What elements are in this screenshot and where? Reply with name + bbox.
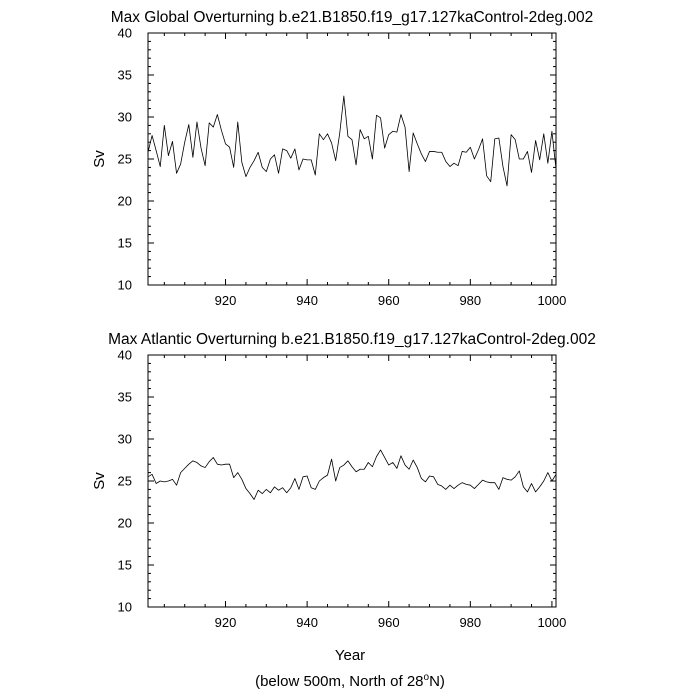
atlantic-x-tick-label: 940 xyxy=(296,615,318,630)
figure-footnote xyxy=(255,672,445,690)
atlantic-x-tick-label: 1000 xyxy=(537,615,567,630)
global-overturning-panel xyxy=(91,9,593,308)
atlantic-x-tick-label: 920 xyxy=(214,615,237,630)
atlantic-y-tick-label: 40 xyxy=(117,347,132,363)
atlantic-x-tick-label: 960 xyxy=(377,615,400,630)
global-y-tick-label: 30 xyxy=(117,109,132,125)
global-y-tick-label: 20 xyxy=(117,193,132,209)
global-series-line xyxy=(148,96,556,186)
atlantic-y-tick-label: 30 xyxy=(117,431,132,447)
global-y-tick-label: 10 xyxy=(117,277,132,293)
global-x-tick-label: 940 xyxy=(296,293,318,308)
global-x-tick-label: 960 xyxy=(377,293,400,308)
atlantic-x-axis-label: Year xyxy=(334,647,366,664)
atlantic-plot-frame xyxy=(148,355,556,607)
global-x-tick-label: 920 xyxy=(214,293,237,308)
atlantic-chart-title: Max Atlantic Overturning b.e21.B1850.f19_g17.127kaControl-2deg.002 xyxy=(108,331,596,348)
global-x-tick-label: 1000 xyxy=(537,293,567,308)
footnote-suffix: N) xyxy=(429,673,445,690)
atlantic-y-tick-label: 35 xyxy=(117,389,132,405)
global-chart-title: Max Global Overturning b.e21.B1850.f19_g17.127kaControl-2deg.002 xyxy=(110,9,594,26)
global-y-tick-label: 15 xyxy=(117,235,132,251)
atlantic-y-axis-label: Sv xyxy=(91,472,108,490)
global-y-tick-label: 40 xyxy=(117,25,132,41)
atlantic-y-tick-label: 25 xyxy=(117,473,132,489)
footnote-degree-symbol: o xyxy=(423,672,430,683)
global-y-tick-label: 35 xyxy=(117,67,132,83)
atlantic-x-tick-label: 980 xyxy=(459,615,482,630)
global-y-axis-label: Sv xyxy=(91,150,108,168)
atlantic-y-tick-label: 20 xyxy=(117,515,132,531)
atlantic-y-tick-label: 15 xyxy=(117,557,132,573)
atlantic-overturning-panel xyxy=(91,331,596,664)
global-y-tick-label: 25 xyxy=(117,151,132,167)
atlantic-series-line xyxy=(148,450,556,500)
global-x-tick-label: 980 xyxy=(459,293,482,308)
footnote-prefix: (below 500m, North of 28 xyxy=(255,673,424,690)
global-plot-frame xyxy=(148,33,556,285)
atlantic-y-tick-label: 10 xyxy=(117,599,132,615)
